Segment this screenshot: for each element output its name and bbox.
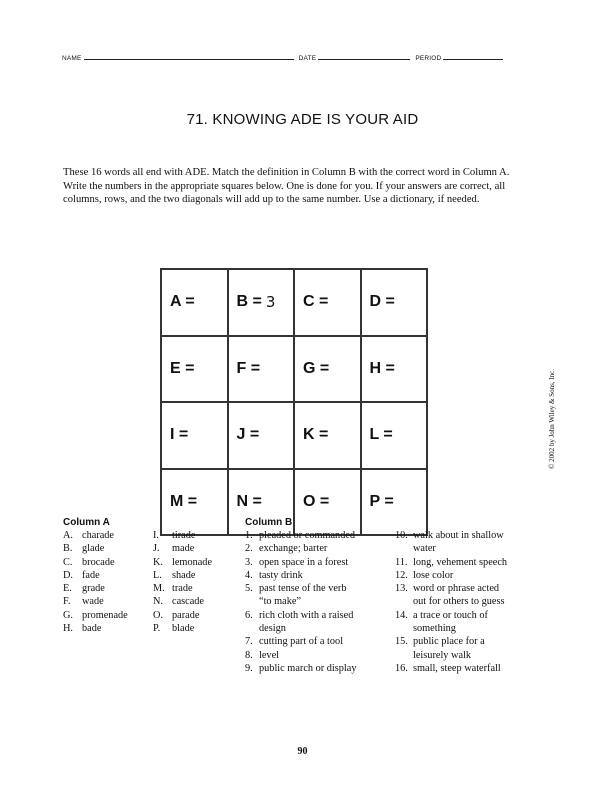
grid-cell[interactable] — [161, 336, 228, 403]
definition-line: out for others to guess — [413, 596, 505, 608]
definition-text — [413, 662, 501, 675]
column-b-item — [245, 582, 395, 609]
name-field[interactable] — [84, 54, 294, 60]
definition-number: 13. — [395, 583, 408, 595]
column-b-item — [395, 556, 535, 569]
item-word: blade — [172, 623, 195, 635]
column-b-item — [395, 582, 535, 609]
column-b — [245, 517, 535, 675]
column-a-item — [63, 556, 153, 569]
definition-number: 12. — [395, 569, 408, 581]
definition-number: 14. — [395, 609, 408, 621]
column-a-item — [153, 622, 245, 635]
definition-number: 1. — [245, 530, 253, 541]
definition-line: walk about in shallow — [413, 530, 504, 541]
column-a-item — [63, 569, 153, 582]
grid-cell-label: F = — [236, 359, 261, 377]
item-word: trade — [172, 583, 193, 595]
item-word: grade — [82, 583, 105, 595]
definition-number: 2. — [245, 543, 253, 555]
definition-line: water — [413, 543, 436, 555]
definition-line: pleaded or commanded — [259, 530, 356, 541]
grid-cell[interactable] — [228, 269, 295, 336]
definition-number: 9. — [245, 662, 253, 674]
item-word: cascade — [172, 596, 205, 608]
column-a-item — [153, 529, 245, 542]
grid-cell-label: H = — [369, 359, 395, 377]
item-word: tirade — [172, 530, 196, 541]
column-a-item — [63, 622, 153, 635]
definition-line: cutting part of a tool — [259, 636, 344, 648]
column-a-item — [153, 542, 245, 555]
item-key: A. — [63, 530, 74, 541]
name-label: NAME — [62, 55, 82, 62]
definition-number: 6. — [245, 609, 253, 621]
column-a-item — [63, 609, 153, 622]
header-fields — [62, 54, 537, 62]
grid-cell-label: M = — [170, 492, 198, 510]
column-b-item — [395, 569, 535, 582]
grid-cell[interactable] — [228, 336, 295, 403]
page-number: 90 — [297, 746, 308, 757]
grid-cell[interactable] — [228, 402, 295, 469]
column-b-item — [395, 635, 535, 662]
definition-text — [259, 569, 303, 582]
column-a-item — [63, 595, 153, 608]
column-a-item — [153, 609, 245, 622]
definition-line: rich cloth with a raised — [259, 609, 354, 621]
column-b-item — [245, 662, 395, 675]
definition-line: long, vehement speech — [413, 556, 508, 568]
grid-cell-label: I = — [170, 426, 189, 444]
definition-line: “to make” — [259, 596, 302, 608]
column-a-item — [153, 582, 245, 595]
instructions: These 16 words all end with ADE. Match the definition in Column B with the correct word in Column A. Write the numbers in the appropriate squares below. One is done for you. If your answers are correct, all columns, rows, and the two diagonals will add up to the same number. Use a dictionary, if needed. — [63, 167, 510, 206]
grid-cell-label: E = — [170, 359, 195, 377]
definition-number: 11. — [395, 556, 408, 568]
definition-line: public place for a — [413, 636, 485, 648]
item-key: C. — [63, 556, 73, 568]
grid-cell-label: G = — [303, 359, 330, 377]
column-b-item — [245, 542, 395, 555]
column-a-item — [63, 529, 153, 542]
period-field[interactable] — [443, 54, 503, 60]
item-word: promenade — [82, 609, 128, 621]
definition-text — [413, 582, 505, 609]
definition-number: 8. — [245, 649, 253, 661]
grid-cell-label: J = — [236, 426, 260, 444]
column-b-item — [245, 635, 395, 648]
definition-text — [413, 556, 507, 569]
definition-text — [413, 529, 504, 556]
item-word: fade — [82, 569, 100, 581]
column-b-heading: Column B — [245, 517, 293, 528]
grid-cell-label: B = — [236, 293, 262, 311]
item-key: L. — [153, 569, 162, 581]
definition-line: lose color — [413, 569, 454, 581]
column-b-list-left — [245, 529, 395, 675]
definition-line: something — [413, 623, 456, 635]
definition-text — [413, 569, 453, 582]
item-word: lemonade — [172, 556, 213, 568]
definition-number: 10. — [395, 530, 408, 541]
definition-line: design — [259, 623, 286, 635]
definition-line: level — [259, 649, 280, 661]
item-word: wade — [82, 596, 104, 608]
definition-text — [259, 529, 355, 542]
grid-cell-label: K = — [303, 426, 329, 444]
period-label: PERIOD — [415, 55, 442, 62]
item-word: parade — [172, 609, 200, 621]
item-key: I. — [153, 530, 160, 541]
grid-cell[interactable] — [294, 336, 361, 403]
item-word: bade — [82, 623, 102, 635]
item-word: brocade — [82, 556, 115, 568]
column-a-list-left — [63, 529, 153, 635]
item-key: P. — [153, 623, 161, 635]
definition-text — [413, 635, 485, 662]
column-a-item — [153, 556, 245, 569]
definition-number: 3. — [245, 556, 253, 568]
definition-line: public march or display — [259, 662, 357, 674]
definition-line: leisurely walk — [413, 649, 472, 661]
grid-cell-label: D = — [369, 293, 395, 311]
definition-number: 16. — [395, 662, 408, 674]
grid-cell-label: L = — [369, 426, 393, 444]
grid-cell[interactable] — [294, 269, 361, 336]
copyright-notice — [548, 339, 562, 469]
item-key: G. — [63, 609, 74, 621]
item-key: M. — [153, 583, 165, 595]
item-key: K. — [153, 556, 164, 568]
item-key: J. — [153, 543, 160, 555]
item-key: N. — [153, 596, 164, 608]
column-a-item — [153, 569, 245, 582]
item-word: made — [172, 543, 195, 555]
definition-line: exchange; barter — [259, 543, 328, 555]
item-key: D. — [63, 569, 74, 581]
item-key: F. — [63, 596, 71, 608]
column-b-item — [395, 529, 535, 556]
column-b-item — [245, 609, 395, 636]
definition-line: a trace or touch of — [413, 609, 488, 621]
column-b-item — [245, 569, 395, 582]
date-label: DATE — [298, 55, 317, 62]
copyright-text: © 2002 by John Wiley & Sons, Inc. — [548, 369, 556, 469]
definition-text — [259, 582, 347, 609]
grid-cell[interactable] — [361, 269, 428, 336]
column-a-item — [153, 595, 245, 608]
definition-line: past tense of the verb — [259, 583, 347, 595]
grid-cell-label: A = — [170, 293, 195, 311]
definition-number: 7. — [245, 636, 253, 648]
definition-line: small, steep waterfall — [413, 662, 501, 674]
definition-text — [259, 542, 327, 555]
definition-text — [259, 556, 348, 569]
item-word: glade — [82, 543, 105, 555]
item-key: E. — [63, 583, 72, 595]
definition-text — [413, 609, 488, 636]
grid-cell-answer: 3 — [265, 293, 276, 312]
item-key: H. — [63, 623, 74, 635]
column-a-item — [63, 582, 153, 595]
column-b-item — [395, 662, 535, 675]
definition-line: word or phrase acted — [413, 583, 500, 595]
magic-square-grid — [160, 268, 428, 536]
grid-cell[interactable] — [361, 402, 428, 469]
grid-cell-label: C = — [303, 293, 329, 311]
column-a — [63, 517, 245, 635]
column-b-list-right — [395, 529, 535, 675]
grid-cell-label: O = — [303, 492, 330, 510]
item-key: O. — [153, 609, 164, 621]
column-b-item — [395, 609, 535, 636]
column-b-item — [245, 556, 395, 569]
item-word: shade — [172, 569, 196, 581]
page-title: 71. KNOWING ADE IS YOUR AID — [186, 111, 419, 128]
definition-line: open space in a forest — [259, 556, 349, 568]
column-a-heading: Column A — [63, 517, 110, 528]
grid-cell-label: P = — [369, 492, 394, 510]
item-word: charade — [82, 530, 115, 541]
definition-number: 15. — [395, 636, 408, 648]
grid-cell[interactable] — [161, 269, 228, 336]
definition-text — [259, 649, 279, 662]
date-field[interactable] — [318, 54, 410, 60]
column-a-item — [63, 542, 153, 555]
grid-cell[interactable] — [294, 402, 361, 469]
definition-text — [259, 662, 357, 675]
grid-cell[interactable] — [161, 402, 228, 469]
definition-number: 4. — [245, 569, 253, 581]
grid-cell-label: N = — [236, 492, 262, 510]
column-b-item — [245, 649, 395, 662]
definition-line: tasty drink — [259, 569, 303, 581]
grid-cell[interactable] — [361, 336, 428, 403]
item-key: B. — [63, 543, 73, 555]
column-a-list-right — [153, 529, 245, 635]
definition-text — [259, 635, 343, 648]
column-b-item — [245, 529, 395, 542]
definition-text — [259, 609, 353, 636]
definition-number: 5. — [245, 583, 253, 595]
